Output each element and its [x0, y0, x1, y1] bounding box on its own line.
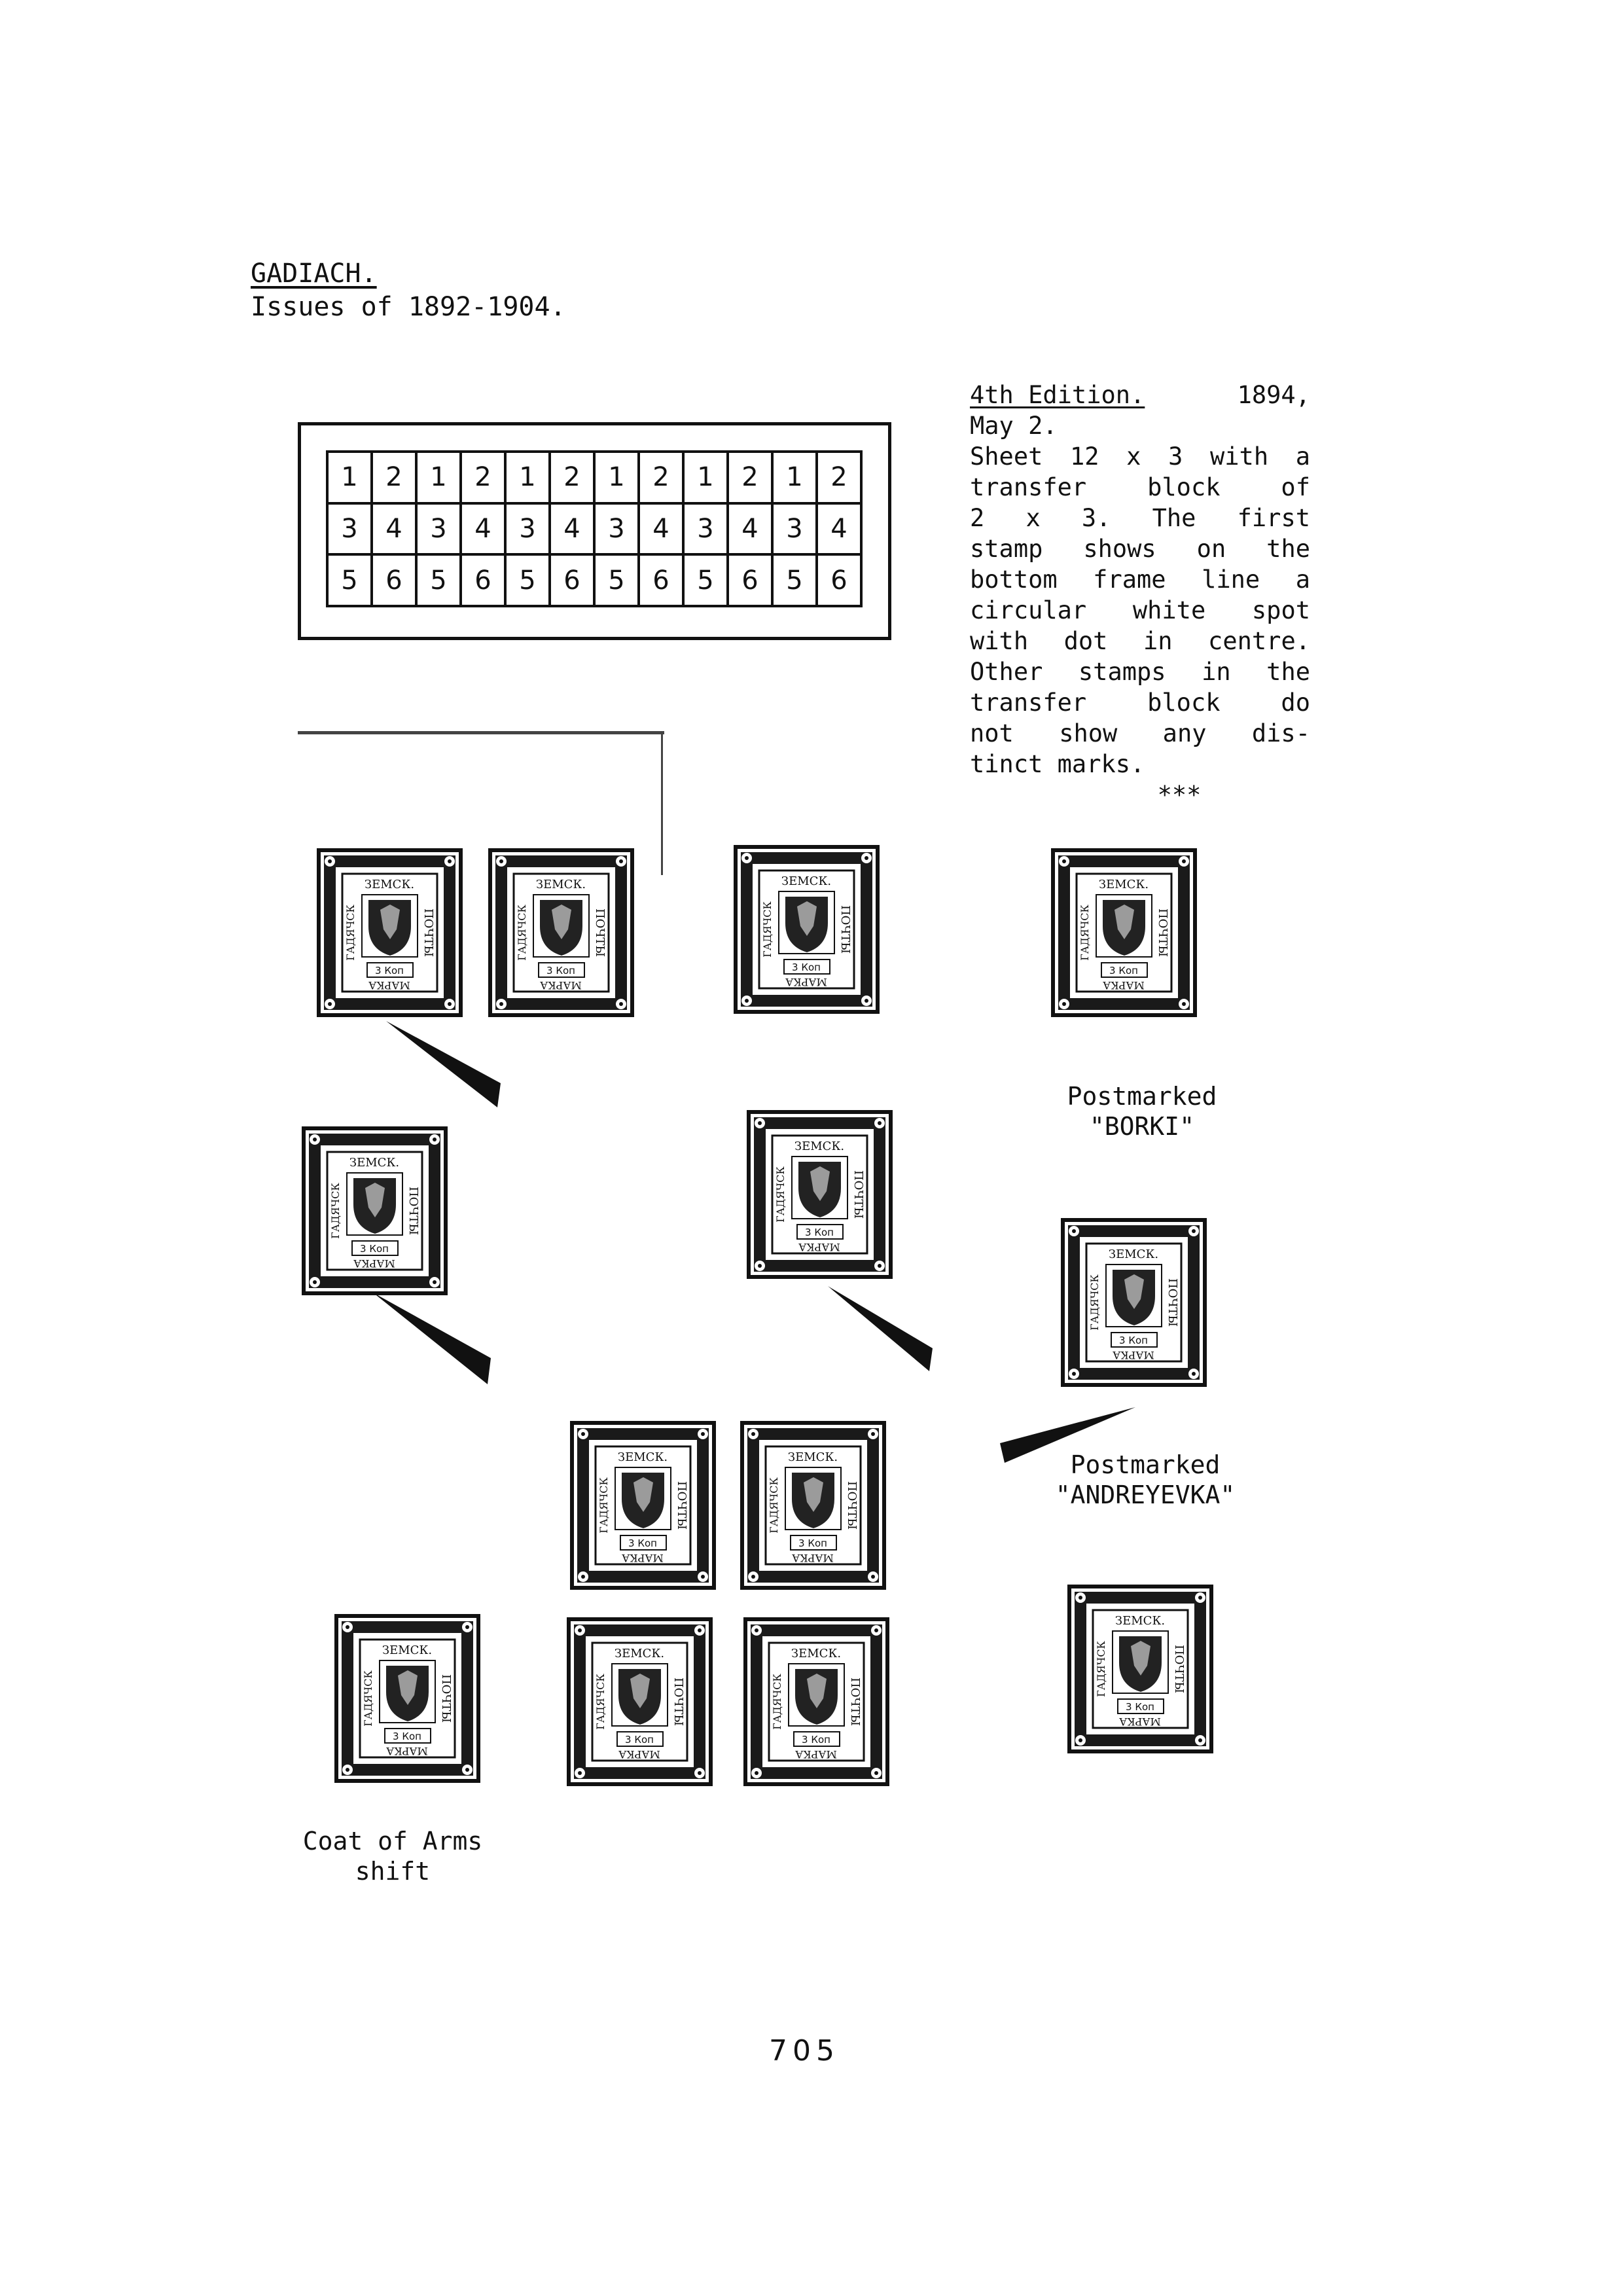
svg-text:ЗЕМСК.: ЗЕМСК.	[1115, 1614, 1166, 1628]
svg-text:ЗЕМСК.: ЗЕМСК.	[535, 878, 586, 891]
svg-text:3 Коп: 3 Коп	[792, 961, 821, 973]
svg-text:ГАДЯЧСК: ГАДЯЧСК	[1095, 1641, 1107, 1697]
svg-text:ГАДЯЧСК: ГАДЯЧСК	[774, 1166, 787, 1223]
svg-text:ГАДЯЧСК: ГАДЯЧСК	[362, 1670, 374, 1727]
stamp-drawing	[743, 1617, 890, 1787]
sheet-cell: 6	[373, 556, 418, 607]
stamp-drawing	[1067, 1584, 1214, 1754]
sheet-cell: 4	[462, 505, 507, 556]
svg-text:ГАДЯЧСК: ГАДЯЧСК	[1088, 1274, 1101, 1331]
sheet-cell: 4	[551, 505, 596, 556]
svg-text:3 Коп: 3 Коп	[546, 965, 575, 977]
sheet-cell: 5	[685, 556, 729, 607]
svg-text:МАРКА: МАРКА	[798, 1241, 840, 1253]
svg-text:ПОЧТЫ: ПОЧТЫ	[1172, 1644, 1186, 1694]
stamp-image	[316, 848, 463, 1018]
edition-line: tinct marks.	[970, 750, 1145, 778]
stamp-image	[743, 1617, 890, 1787]
svg-text:ГАДЯЧСК: ГАДЯЧСК	[1079, 905, 1091, 961]
stamp-drawing	[746, 1109, 893, 1280]
svg-text:ГАДЯЧСК: ГАДЯЧСК	[329, 1183, 342, 1239]
svg-text:МАРКА: МАРКА	[540, 979, 582, 992]
stamp-drawing	[316, 848, 463, 1018]
svg-text:МАРКА: МАРКА	[1113, 1349, 1154, 1361]
svg-text:ЗЕМСК.: ЗЕМСК.	[617, 1450, 668, 1464]
sheet-cell: 2	[462, 453, 507, 505]
stamp-image	[488, 848, 635, 1018]
svg-text:ГАДЯЧСК: ГАДЯЧСК	[344, 905, 357, 961]
svg-text:МАРКА: МАРКА	[386, 1745, 428, 1757]
sheet-cell: 5	[418, 556, 462, 607]
caption-line: Coat of Arms	[302, 1827, 483, 1856]
stamp-drawing	[569, 1420, 717, 1590]
svg-text:ПОЧТЫ: ПОЧТЫ	[671, 1677, 685, 1727]
sheet-cell: 1	[596, 453, 640, 505]
page-subtitle: Issues of 1892-1904.	[251, 292, 566, 322]
sheet-grid	[326, 450, 863, 607]
svg-text:ПОЧТЫ: ПОЧТЫ	[845, 1480, 859, 1530]
caption-coat-of-arms-shift	[275, 1826, 510, 1886]
page-title: GADIACH.	[251, 259, 377, 289]
edition-title: 4th Edition.	[970, 381, 1145, 409]
svg-text:3 Коп: 3 Коп	[360, 1243, 389, 1255]
caption-line: shift	[355, 1857, 431, 1886]
edition-line: with dot in centre.	[970, 627, 1310, 655]
stamp-image	[566, 1617, 713, 1787]
svg-text:МАРКА: МАРКА	[368, 979, 410, 992]
caption-postmarked-andreyevka	[1008, 1450, 1283, 1510]
sheet-cell: 4	[640, 505, 685, 556]
sheet-cell: 6	[551, 556, 596, 607]
caption-line: Postmarked	[1070, 1450, 1221, 1479]
stamp-drawing	[1060, 1217, 1207, 1388]
svg-text:3 Коп: 3 Коп	[625, 1734, 654, 1746]
svg-text:МАРКА: МАРКА	[1119, 1715, 1161, 1728]
stamp-drawing	[740, 1420, 887, 1590]
svg-text:ПОЧТЫ: ПОЧТЫ	[421, 908, 435, 958]
sheet-cell: 6	[640, 556, 685, 607]
edition-line: circular white spot	[970, 596, 1310, 624]
stamp-image	[740, 1420, 887, 1590]
svg-text:МАРКА: МАРКА	[618, 1748, 660, 1761]
sheet-cell: 2	[640, 453, 685, 505]
sheet-cell: 4	[373, 505, 418, 556]
svg-text:ЗЕМСК.: ЗЕМСК.	[794, 1139, 845, 1153]
sheet-margin-line	[298, 731, 664, 734]
svg-text:ГАДЯЧСК: ГАДЯЧСК	[768, 1477, 780, 1534]
page-number: 705	[769, 2034, 840, 2068]
sheet-cell: 1	[774, 453, 818, 505]
edition-line: transfer block of	[970, 473, 1310, 501]
svg-text:МАРКА: МАРКА	[795, 1748, 837, 1761]
separator-stars: ***	[1157, 781, 1202, 809]
svg-text:МАРКА: МАРКА	[792, 1552, 834, 1564]
svg-text:ПОЧТЫ: ПОЧТЫ	[838, 905, 852, 954]
sheet-cell: 6	[818, 556, 863, 607]
svg-text:МАРКА: МАРКА	[353, 1257, 395, 1270]
svg-text:ЗЕМСК.: ЗЕМСК.	[614, 1647, 665, 1660]
svg-text:ГАДЯЧСК: ГАДЯЧСК	[761, 901, 774, 958]
edition-line: transfer block do	[970, 689, 1310, 717]
sheet-cell: 5	[329, 556, 373, 607]
sheet-cell: 1	[418, 453, 462, 505]
svg-text:ЗЕМСК.: ЗЕМСК.	[791, 1647, 842, 1660]
stamp-drawing	[733, 844, 880, 1014]
sheet-cell: 3	[329, 505, 373, 556]
stamp-drawing	[566, 1617, 713, 1787]
pointer-arrow	[373, 1293, 504, 1391]
sheet-cell: 3	[685, 505, 729, 556]
caption-postmarked-borki	[1021, 1081, 1263, 1141]
edition-description	[970, 380, 1310, 810]
stamp-drawing	[301, 1126, 448, 1296]
sheet-cell: 1	[507, 453, 551, 505]
svg-text:ЗЕМСК.: ЗЕМСК.	[1108, 1247, 1159, 1261]
svg-text:ЗЕМСК.: ЗЕМСК.	[781, 874, 832, 888]
sheet-cell: 2	[551, 453, 596, 505]
sheet-cell: 2	[818, 453, 863, 505]
edition-line: 2 x 3. The first	[970, 504, 1310, 532]
svg-text:ПОЧТЫ: ПОЧТЫ	[593, 908, 607, 958]
edition-line: stamp shows on the	[970, 535, 1310, 563]
svg-text:3 Коп: 3 Коп	[798, 1537, 827, 1549]
stamp-drawing	[1050, 848, 1198, 1018]
svg-text:ЗЕМСК.: ЗЕМСК.	[349, 1156, 400, 1170]
svg-text:ЗЕМСК.: ЗЕМСК.	[787, 1450, 838, 1464]
svg-text:ПОЧТЫ: ПОЧТЫ	[851, 1170, 865, 1219]
svg-text:ГАДЯЧСК: ГАДЯЧСК	[594, 1674, 607, 1730]
svg-text:МАРКА: МАРКА	[1103, 979, 1145, 992]
svg-text:ПОЧТЫ: ПОЧТЫ	[406, 1186, 420, 1236]
svg-text:МАРКА: МАРКА	[622, 1552, 664, 1564]
svg-text:3 Коп: 3 Коп	[375, 965, 404, 977]
sheet-cell: 1	[329, 453, 373, 505]
edition-line: not show any dis-	[970, 719, 1310, 747]
caption-line: "BORKI"	[1089, 1112, 1195, 1141]
svg-text:ПОЧТЫ: ПОЧТЫ	[848, 1677, 862, 1727]
svg-text:ГАДЯЧСК: ГАДЯЧСК	[516, 905, 528, 961]
edition-year: 1894,	[1237, 381, 1310, 409]
sheet-cell: 3	[507, 505, 551, 556]
sheet-cell: 4	[729, 505, 774, 556]
sheet-cell: 3	[596, 505, 640, 556]
sheet-cell: 4	[818, 505, 863, 556]
sheet-cell: 5	[596, 556, 640, 607]
svg-text:ПОЧТЫ: ПОЧТЫ	[675, 1480, 688, 1530]
svg-text:ПОЧТЫ: ПОЧТЫ	[1166, 1278, 1179, 1327]
sheet-cell: 3	[418, 505, 462, 556]
stamp-drawing	[488, 848, 635, 1018]
edition-heading	[970, 380, 1310, 410]
svg-text:ЗЕМСК.: ЗЕМСК.	[1098, 878, 1149, 891]
stamp-image-coat-of-arms-shift	[334, 1613, 481, 1784]
svg-text:3 Коп: 3 Коп	[393, 1731, 421, 1742]
stamp-image	[746, 1109, 893, 1280]
pointer-arrow	[828, 1286, 946, 1378]
sheet-cell: 5	[774, 556, 818, 607]
svg-text:ПОЧТЫ: ПОЧТЫ	[439, 1674, 453, 1723]
caption-line: Postmarked	[1067, 1082, 1217, 1111]
svg-text:ЗЕМСК.: ЗЕМСК.	[382, 1643, 433, 1657]
sheet-cell: 2	[729, 453, 774, 505]
edition-line: bottom frame line a	[970, 565, 1310, 594]
pointer-arrow	[386, 1021, 517, 1113]
svg-text:3 Коп: 3 Коп	[802, 1734, 830, 1746]
edition-line: May 2.	[970, 412, 1058, 440]
svg-text:ГАДЯЧСК: ГАДЯЧСК	[771, 1674, 783, 1730]
svg-text:ПОЧТЫ: ПОЧТЫ	[1156, 908, 1169, 958]
sheet-cell: 6	[462, 556, 507, 607]
sheet-cell: 6	[729, 556, 774, 607]
stamp-image	[1067, 1584, 1214, 1754]
svg-text:3 Коп: 3 Коп	[628, 1537, 657, 1549]
sheet-cell: 2	[373, 453, 418, 505]
sheet-cell: 5	[507, 556, 551, 607]
edition-line: Other stamps in the	[970, 658, 1310, 686]
svg-text:МАРКА: МАРКА	[785, 976, 827, 988]
sheet-cell: 1	[685, 453, 729, 505]
stamp-image	[569, 1420, 717, 1590]
svg-text:3 Коп: 3 Коп	[1119, 1335, 1148, 1346]
svg-text:ЗЕМСК.: ЗЕМСК.	[364, 878, 415, 891]
stamp-image-postmarked-borki	[1050, 848, 1198, 1018]
svg-text:3 Коп: 3 Коп	[1126, 1701, 1154, 1713]
sheet-layout-diagram	[298, 422, 891, 640]
sheet-cell: 3	[774, 505, 818, 556]
stamp-drawing	[334, 1613, 481, 1784]
stamp-image-postmarked-andreyevka	[1060, 1217, 1207, 1388]
svg-text:3 Коп: 3 Коп	[1109, 965, 1138, 977]
sheet-margin-line	[661, 731, 663, 875]
svg-text:3 Коп: 3 Коп	[805, 1227, 834, 1238]
svg-text:ГАДЯЧСК: ГАДЯЧСК	[597, 1477, 610, 1534]
caption-line: "ANDREYEVKA"	[1055, 1480, 1236, 1509]
edition-line: Sheet 12 x 3 with a	[970, 442, 1310, 471]
stamp-image	[301, 1126, 448, 1296]
stamp-image	[733, 844, 880, 1014]
